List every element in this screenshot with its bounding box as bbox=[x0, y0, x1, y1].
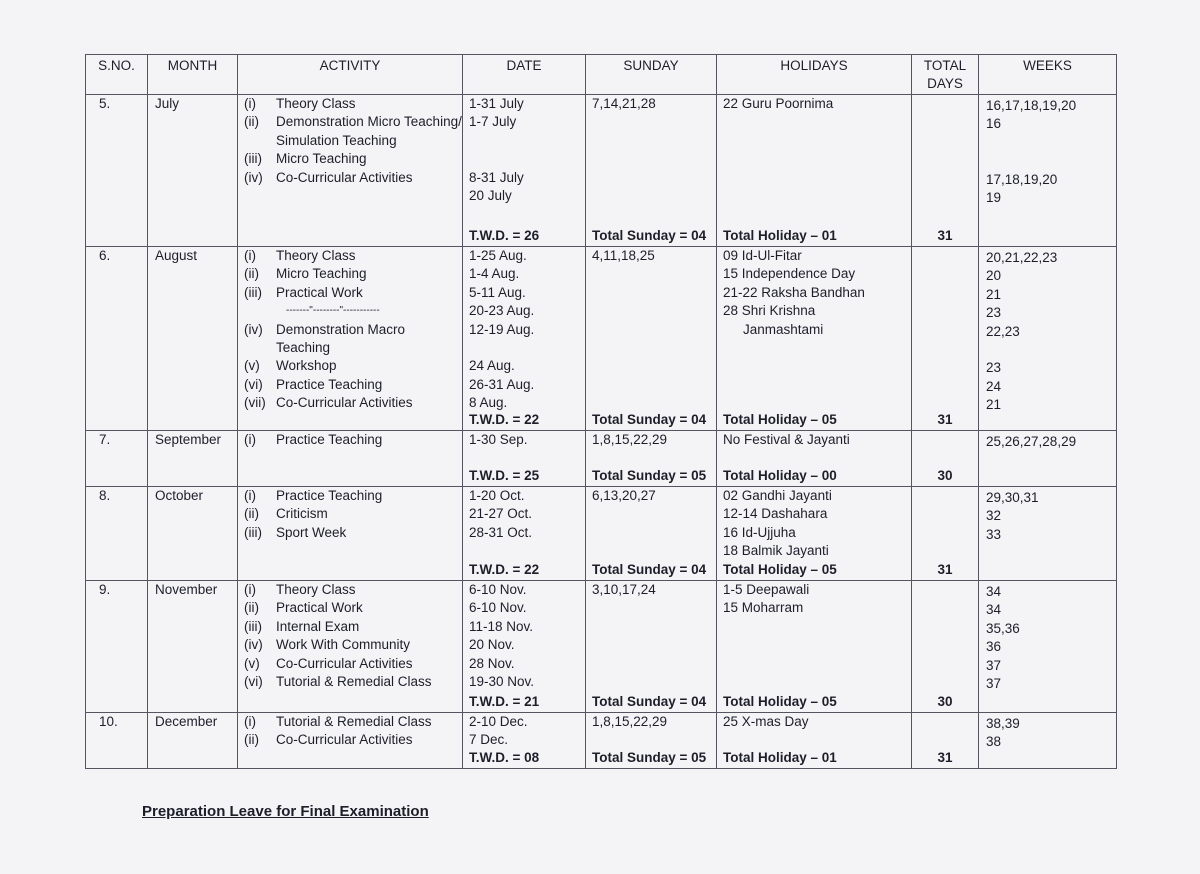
date-line: 6-10 Nov. bbox=[469, 600, 527, 616]
cell-sunday bbox=[586, 713, 717, 769]
activity-text: Practice Teaching bbox=[276, 488, 383, 503]
total-working-days: T.W.D. = 08 bbox=[469, 749, 540, 765]
activity-text: Co-Curricular Activities bbox=[276, 732, 413, 748]
table-row bbox=[86, 713, 1117, 769]
holiday-line: 02 Gandhi Jayanti bbox=[723, 488, 832, 503]
table-row bbox=[86, 247, 1117, 431]
footer-note: Preparation Leave for Final Examination bbox=[142, 803, 429, 820]
week-line: 20 bbox=[986, 268, 1002, 284]
activity-number: (ii) bbox=[244, 600, 259, 616]
activity-item bbox=[244, 731, 462, 749]
cell-month: October bbox=[148, 487, 238, 581]
cell-activity bbox=[238, 247, 463, 431]
activity-item bbox=[244, 636, 462, 654]
week-line: 37 bbox=[986, 676, 1002, 692]
activity-number: (ii) bbox=[244, 506, 259, 522]
activity-text: Co-Curricular Activities bbox=[276, 655, 413, 671]
date-line: 1-30 Sep. bbox=[469, 432, 528, 447]
header-sunday: SUNDAY bbox=[586, 55, 717, 95]
cell-month: July bbox=[148, 95, 238, 247]
table-row bbox=[86, 581, 1117, 713]
date-line: 20 July bbox=[469, 188, 512, 203]
date-line bbox=[469, 132, 585, 150]
cell-date bbox=[463, 713, 586, 769]
holiday-line: 28 Shri Krishna bbox=[723, 303, 816, 319]
activity-number: (i) bbox=[244, 488, 256, 503]
activity-text: Sport Week bbox=[276, 524, 347, 540]
activity-number: (iii) bbox=[244, 618, 262, 634]
cell-sunday bbox=[586, 487, 717, 581]
week-line: 24 bbox=[986, 378, 1002, 394]
activity-item bbox=[244, 581, 462, 599]
activity-item bbox=[244, 169, 462, 187]
activity-text: Demonstration Micro Teaching/ Simulation Teaching bbox=[276, 114, 462, 148]
activity-item bbox=[244, 302, 462, 320]
cell-date bbox=[463, 431, 586, 487]
week-line: 25,26,27,28,29 bbox=[986, 434, 1077, 449]
header-total-days: TOTAL DAYS bbox=[912, 55, 979, 95]
date-line: 21-27 Oct. bbox=[469, 506, 533, 522]
activity-number: (ii) bbox=[244, 114, 259, 130]
cell-activity bbox=[238, 431, 463, 487]
total-sunday: Total Sunday = 05 bbox=[592, 467, 707, 483]
total-sunday: Total Sunday = 04 bbox=[592, 693, 707, 709]
date-line: 20 Nov. bbox=[469, 637, 515, 653]
activity-number: (i) bbox=[244, 432, 256, 447]
cell-month: November bbox=[148, 581, 238, 713]
total-working-days: T.W.D. = 25 bbox=[469, 467, 540, 483]
cell-sunday bbox=[586, 581, 717, 713]
week-line: 17,18,19,20 bbox=[986, 171, 1058, 187]
week-line: 21 bbox=[986, 286, 1002, 302]
cell-month: September bbox=[148, 431, 238, 487]
holiday-line: 21-22 Raksha Bandhan bbox=[723, 284, 865, 300]
table-row bbox=[86, 95, 1117, 247]
date-line: 1-25 Aug. bbox=[469, 248, 527, 263]
cell-weeks bbox=[979, 713, 1117, 769]
date-line: 11-18 Nov. bbox=[469, 618, 534, 634]
cell-holidays bbox=[717, 581, 912, 713]
cell-sno: 7. bbox=[86, 431, 148, 487]
holiday-line: 18 Balmik Jayanti bbox=[723, 543, 829, 559]
activity-number: (iii) bbox=[244, 284, 262, 300]
week-line: 21 bbox=[986, 397, 1002, 413]
activity-item bbox=[244, 524, 462, 542]
activity-number: (i) bbox=[244, 714, 256, 729]
activity-item bbox=[244, 394, 462, 412]
activity-item bbox=[244, 505, 462, 523]
activity-text: Internal Exam bbox=[276, 618, 360, 634]
activity-text: Criticism bbox=[276, 506, 328, 522]
header-row bbox=[86, 55, 1117, 95]
cell-sunday bbox=[586, 431, 717, 487]
activity-item bbox=[244, 357, 462, 375]
cell-sno: 5. bbox=[86, 95, 148, 247]
cell-sno: 9. bbox=[86, 581, 148, 713]
date-line: 8 Aug. bbox=[469, 395, 508, 411]
cell-date bbox=[463, 95, 586, 247]
cell-sunday bbox=[586, 247, 717, 431]
activity-item bbox=[244, 265, 462, 283]
schedule-table bbox=[85, 54, 1117, 769]
date-line: 28-31 Oct. bbox=[469, 524, 533, 540]
week-line: 32 bbox=[986, 508, 1002, 524]
total-days-value: 30 bbox=[937, 467, 953, 483]
week-line bbox=[986, 134, 1116, 152]
activity-item bbox=[244, 321, 462, 358]
date-line: 2-10 Dec. bbox=[469, 714, 528, 729]
activity-text: Practical Work bbox=[276, 600, 363, 616]
cell-weeks bbox=[979, 95, 1117, 247]
cell-sunday bbox=[586, 95, 717, 247]
cell-total-days bbox=[912, 713, 979, 769]
cell-sno: 6. bbox=[86, 247, 148, 431]
activity-number bbox=[244, 302, 276, 320]
date-line: 1-31 July bbox=[469, 96, 524, 111]
header-weeks: WEEKS bbox=[979, 55, 1117, 95]
cell-date bbox=[463, 487, 586, 581]
activity-item bbox=[244, 113, 462, 150]
total-days-value: 31 bbox=[937, 227, 953, 243]
activity-text: Practice Teaching bbox=[276, 432, 383, 447]
sunday-dates: 1,8,15,22,29 bbox=[592, 714, 668, 729]
week-line: 16 bbox=[986, 116, 1002, 132]
activity-text: Theory Class bbox=[276, 248, 356, 263]
cell-total-days bbox=[912, 247, 979, 431]
total-holiday: Total Holiday – 01 bbox=[723, 749, 837, 765]
activity-item bbox=[244, 487, 462, 505]
header-date: DATE bbox=[463, 55, 586, 95]
activity-number: (i) bbox=[244, 96, 256, 111]
table-row bbox=[86, 431, 1117, 487]
total-sunday: Total Sunday = 04 bbox=[592, 227, 707, 243]
activity-item bbox=[244, 247, 462, 265]
activity-item bbox=[244, 150, 462, 168]
sunday-dates: 4,11,18,25 bbox=[592, 248, 655, 263]
activity-number: (ii) bbox=[244, 266, 259, 282]
cell-weeks bbox=[979, 247, 1117, 431]
holiday-line: 15 Independence Day bbox=[723, 266, 856, 282]
cell-holidays bbox=[717, 247, 912, 431]
week-line: 23 bbox=[986, 305, 1002, 321]
date-line: 28 Nov. bbox=[469, 655, 515, 671]
activity-text: Demonstration Macro Teaching bbox=[276, 321, 406, 356]
total-holiday: Total Holiday – 00 bbox=[723, 467, 837, 483]
cell-total-days bbox=[912, 487, 979, 581]
total-holiday: Total Holiday – 05 bbox=[723, 693, 837, 709]
activity-item bbox=[244, 431, 462, 449]
total-sunday: Total Sunday = 05 bbox=[592, 749, 707, 765]
date-line: 26-31 Aug. bbox=[469, 376, 535, 392]
total-working-days: T.W.D. = 26 bbox=[469, 227, 540, 243]
total-sunday: Total Sunday = 04 bbox=[592, 411, 707, 427]
total-working-days: T.W.D. = 22 bbox=[469, 561, 540, 577]
date-line: 1-4 Aug. bbox=[469, 266, 520, 282]
week-line bbox=[986, 152, 1116, 170]
activity-item bbox=[244, 713, 462, 731]
total-working-days: T.W.D. = 22 bbox=[469, 411, 540, 427]
week-line: 36 bbox=[986, 639, 1002, 655]
activity-item bbox=[244, 599, 462, 617]
week-line bbox=[986, 341, 1116, 359]
cell-total-days bbox=[912, 431, 979, 487]
cell-sno: 10. bbox=[86, 713, 148, 769]
total-days-value: 31 bbox=[937, 561, 953, 577]
activity-item bbox=[244, 284, 462, 302]
holiday-line: 15 Moharram bbox=[723, 600, 804, 616]
week-line: 34 bbox=[986, 602, 1002, 618]
sunday-dates: 6,13,20,27 bbox=[592, 488, 656, 503]
cell-holidays bbox=[717, 431, 912, 487]
activity-item bbox=[244, 673, 462, 691]
holiday-line: 09 Id-Ul-Fitar bbox=[723, 248, 802, 263]
sunday-dates: 1,8,15,22,29 bbox=[592, 432, 668, 447]
activity-number: (iv) bbox=[244, 637, 263, 653]
sunday-dates: 7,14,21,28 bbox=[592, 96, 656, 111]
total-holiday: Total Holiday – 01 bbox=[723, 227, 837, 243]
holiday-line: 16 Id-Ujjuha bbox=[723, 524, 796, 540]
date-line: 20-23 Aug. bbox=[469, 303, 535, 319]
cell-holidays bbox=[717, 487, 912, 581]
week-line: 16,17,18,19,20 bbox=[986, 98, 1077, 113]
total-sunday: Total Sunday = 04 bbox=[592, 561, 707, 577]
total-days-value: 31 bbox=[937, 749, 953, 765]
cell-activity bbox=[238, 713, 463, 769]
week-line: 29,30,31 bbox=[986, 490, 1039, 505]
activity-number: (iii) bbox=[244, 151, 262, 167]
header-month: MONTH bbox=[148, 55, 238, 95]
activity-text: Practice Teaching bbox=[276, 376, 383, 392]
week-line: 38,39 bbox=[986, 716, 1020, 731]
activity-text: Micro Teaching bbox=[276, 266, 367, 282]
cell-activity bbox=[238, 487, 463, 581]
sunday-dates: 3,10,17,24 bbox=[592, 582, 656, 597]
holiday-line: 22 Guru Poornima bbox=[723, 96, 834, 111]
cell-holidays bbox=[717, 713, 912, 769]
holiday-line: Janmashtami bbox=[743, 321, 824, 337]
date-line: 19-30 Nov. bbox=[469, 674, 535, 690]
week-line: 19 bbox=[986, 190, 1002, 205]
cell-weeks bbox=[979, 581, 1117, 713]
week-line: 34 bbox=[986, 584, 1002, 599]
cell-activity bbox=[238, 581, 463, 713]
total-holiday: Total Holiday – 05 bbox=[723, 411, 837, 427]
date-line: 12-19 Aug. bbox=[469, 321, 535, 337]
activity-number: (v) bbox=[244, 358, 260, 374]
date-line: 1-7 July bbox=[469, 114, 517, 130]
total-days-value: 30 bbox=[937, 693, 953, 709]
header-sno: S.NO. bbox=[86, 55, 148, 95]
cell-month: December bbox=[148, 713, 238, 769]
total-days-value: 31 bbox=[937, 411, 953, 427]
activity-text: Workshop bbox=[276, 358, 337, 374]
cell-sno: 8. bbox=[86, 487, 148, 581]
cell-month: August bbox=[148, 247, 238, 431]
activity-number: (iv) bbox=[244, 169, 263, 185]
week-line: 35,36 bbox=[986, 620, 1020, 636]
activity-text: Co-Curricular Activities bbox=[276, 169, 413, 185]
activity-item bbox=[244, 376, 462, 394]
cell-date bbox=[463, 247, 586, 431]
activity-number: (i) bbox=[244, 582, 256, 597]
activity-item bbox=[244, 618, 462, 636]
week-line: 22,23 bbox=[986, 323, 1020, 339]
activity-text: Tutorial & Remedial Class bbox=[276, 714, 432, 729]
cell-date bbox=[463, 581, 586, 713]
activity-text: Micro Teaching bbox=[276, 151, 367, 167]
activity-number: (vi) bbox=[244, 674, 263, 690]
activity-text: Tutorial & Remedial Class bbox=[276, 674, 432, 690]
header-activity: ACTIVITY bbox=[238, 55, 463, 95]
date-line: 24 Aug. bbox=[469, 358, 515, 374]
holiday-line: No Festival & Jayanti bbox=[723, 432, 850, 447]
cell-total-days bbox=[912, 95, 979, 247]
holiday-line: 12-14 Dashahara bbox=[723, 506, 828, 522]
date-line: 5-11 Aug. bbox=[469, 284, 526, 300]
week-line: 38 bbox=[986, 734, 1002, 750]
date-line: 7 Dec. bbox=[469, 732, 509, 748]
activity-number: (v) bbox=[244, 655, 260, 671]
holiday-line: 25 X-mas Day bbox=[723, 714, 809, 729]
activity-item bbox=[244, 655, 462, 673]
total-working-days: T.W.D. = 21 bbox=[469, 693, 540, 709]
total-holiday: Total Holiday – 05 bbox=[723, 561, 837, 577]
cell-activity bbox=[238, 95, 463, 247]
cell-weeks bbox=[979, 431, 1117, 487]
cell-weeks bbox=[979, 487, 1117, 581]
week-line: 23 bbox=[986, 360, 1002, 376]
week-line: 20,21,22,23 bbox=[986, 250, 1058, 265]
activity-number: (vi) bbox=[244, 376, 263, 392]
activity-text: -------"--------"----------- bbox=[286, 305, 380, 317]
activity-item bbox=[244, 95, 462, 113]
week-line: 33 bbox=[986, 526, 1002, 542]
header-holidays: HOLIDAYS bbox=[717, 55, 912, 95]
date-line bbox=[469, 150, 585, 168]
date-line: 8-31 July bbox=[469, 169, 524, 185]
activity-text: Practical Work bbox=[276, 284, 363, 300]
activity-number: (vii) bbox=[244, 395, 266, 411]
date-line: 6-10 Nov. bbox=[469, 582, 527, 597]
cell-total-days bbox=[912, 581, 979, 713]
table-row bbox=[86, 487, 1117, 581]
activity-number: (i) bbox=[244, 248, 256, 263]
activity-number: (iii) bbox=[244, 524, 262, 540]
date-line: 1-20 Oct. bbox=[469, 488, 525, 503]
activity-text: Work With Community bbox=[276, 637, 411, 653]
activity-text: Theory Class bbox=[276, 582, 356, 597]
week-line: 37 bbox=[986, 657, 1002, 673]
activity-text: Co-Curricular Activities bbox=[276, 395, 413, 411]
activity-number: (ii) bbox=[244, 732, 259, 748]
activity-text: Theory Class bbox=[276, 96, 356, 111]
holiday-line: 1-5 Deepawali bbox=[723, 582, 810, 597]
activity-number: (iv) bbox=[244, 321, 263, 337]
date-line bbox=[469, 339, 585, 357]
cell-holidays bbox=[717, 95, 912, 247]
